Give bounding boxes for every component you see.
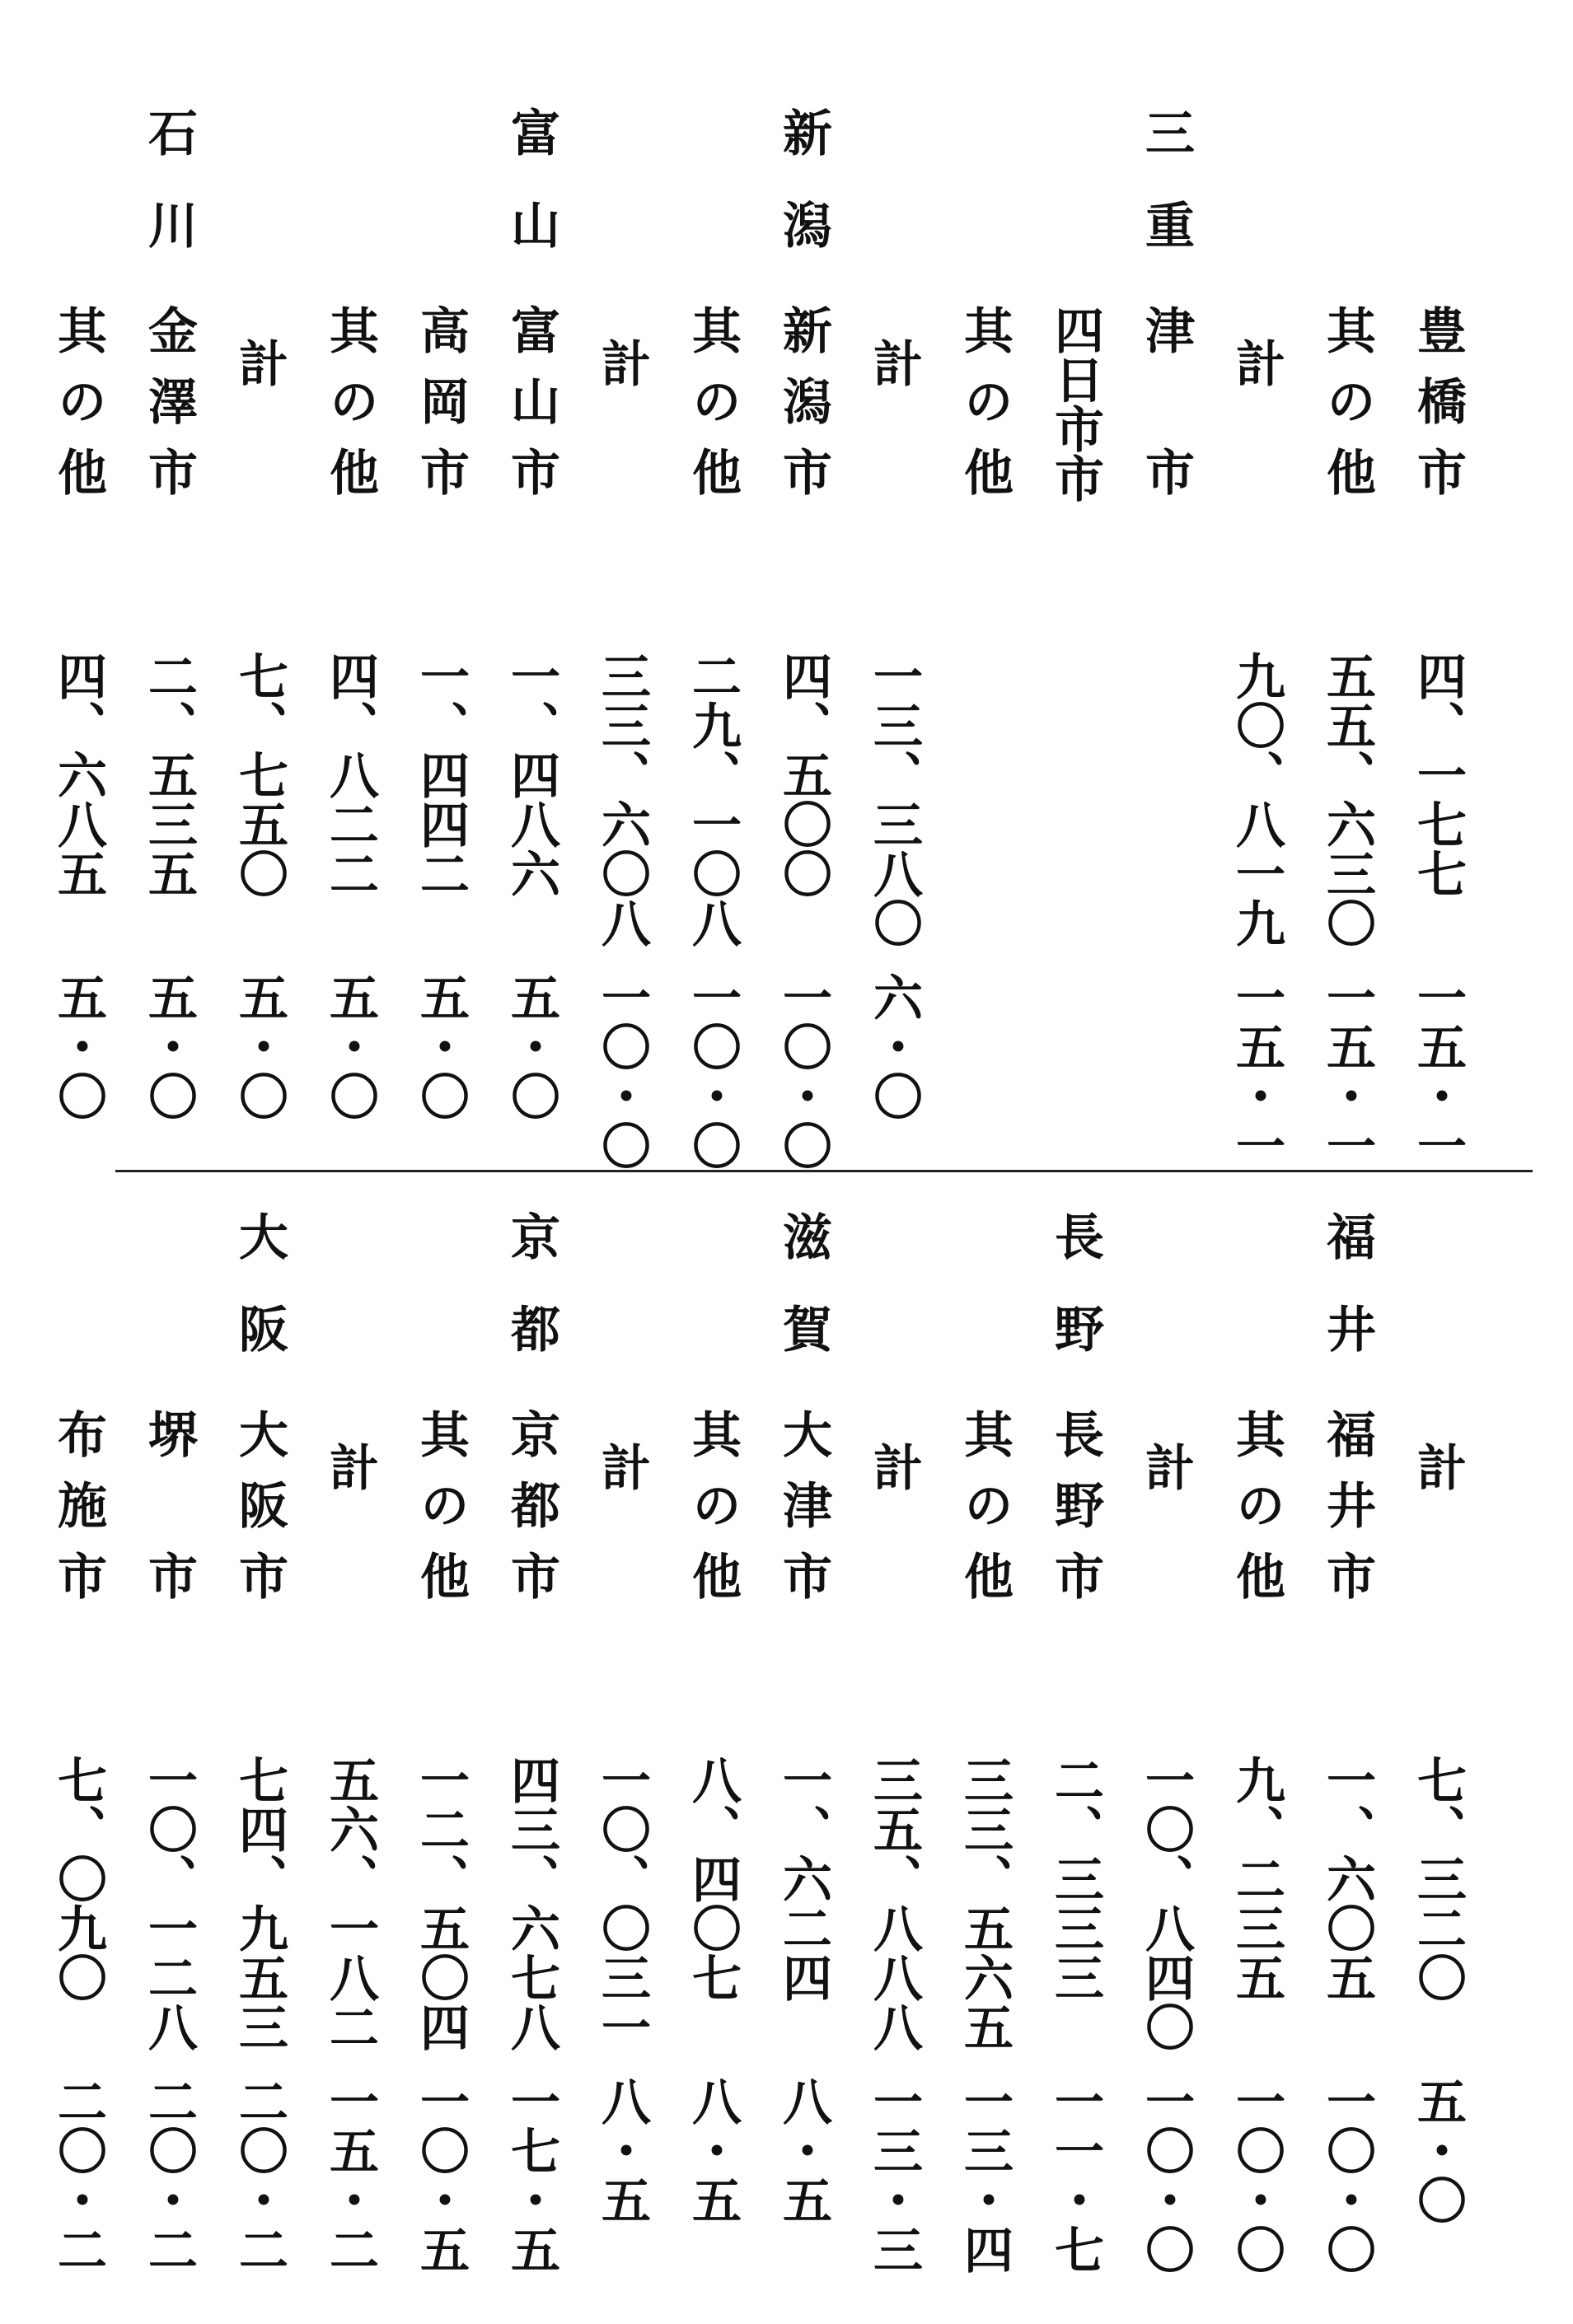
rate-value: 一五・一: [1318, 972, 1376, 1170]
table-row: [948, 1211, 1022, 2274]
city-label: 其の他: [321, 305, 379, 517]
city-label: 布施市: [49, 1409, 107, 1621]
city-label: 堺 市: [140, 1409, 198, 1621]
city-label: 富山市: [503, 305, 560, 517]
city-label: 豊橋市: [1409, 305, 1467, 517]
table-row: [41, 107, 115, 1137]
table-row: [1220, 107, 1294, 1170]
table-row: [1310, 107, 1384, 1170]
total-label: 計: [321, 1442, 379, 1513]
rate-value: 五・〇: [49, 972, 107, 1120]
table-row: [585, 107, 659, 1170]
table-row: [585, 1211, 659, 2241]
prefecture-label: 福井: [1318, 1211, 1376, 1396]
count-value: 七、七五〇: [231, 651, 288, 898]
rate-value: 一七・五: [503, 2076, 560, 2274]
table-row: [1038, 1211, 1112, 2274]
rate-value: 一〇・〇: [775, 972, 832, 1170]
count-value: 一二、五〇四: [412, 1755, 470, 2051]
rate-value: 一〇・〇: [593, 972, 651, 1170]
total-label: 計: [593, 338, 651, 409]
table-row: [1401, 107, 1475, 1170]
prefecture-label: 京都: [503, 1211, 560, 1396]
city-label: 金澤市: [140, 305, 198, 517]
city-label: 津 市: [1137, 305, 1195, 517]
bottom-table: [49, 1211, 1549, 2274]
count-value: 一三、三八〇: [865, 651, 923, 947]
city-label: 長野市: [1046, 1409, 1104, 1621]
count-value: 四、五〇〇: [775, 651, 832, 898]
rate-value: 五・〇: [231, 972, 288, 1120]
city-label: 大津市: [775, 1409, 832, 1621]
city-label: 其の他: [49, 305, 107, 517]
city-label: 其の他: [684, 1409, 742, 1621]
prefecture-label: 富山: [503, 107, 560, 292]
prefecture-label: 滋賀: [775, 1211, 832, 1396]
section-divider: [115, 1170, 1533, 1172]
count-value: 二、三三三: [1046, 1755, 1104, 2002]
count-value: 二、五三五: [140, 651, 198, 898]
rate-value: 一〇・〇: [1137, 2076, 1195, 2274]
rate-value: 六・〇: [865, 972, 923, 1120]
table-row: [1129, 107, 1203, 1137]
count-value: 四三、六七八: [503, 1755, 560, 2051]
prefecture-label: 三重: [1137, 107, 1195, 292]
city-label: 其の他: [412, 1409, 470, 1621]
rate-value: 五・〇: [412, 972, 470, 1120]
rate-value: 二〇・二: [231, 2076, 288, 2274]
table-row: [1038, 107, 1112, 1137]
count-value: 三五、八八八: [865, 1755, 923, 2051]
rate-value: 一〇・〇: [684, 972, 742, 1170]
table-row: [494, 107, 569, 1137]
table-row: [404, 1211, 478, 2274]
total-label: 計: [865, 1442, 923, 1513]
top-table: [49, 107, 1549, 1170]
table-row: [404, 107, 478, 1137]
count-value: 一〇、八四〇: [1137, 1755, 1195, 2051]
table-row: [676, 107, 750, 1170]
table-row: [222, 1211, 297, 2274]
prefecture-label: 長野: [1046, 1211, 1104, 1396]
city-label: 京都市: [503, 1409, 560, 1621]
city-label: 四日市市: [1046, 305, 1104, 503]
count-value: 一〇、一二八: [140, 1755, 198, 2051]
count-value: 三三、五六五: [956, 1755, 1014, 2051]
count-value: 一、四四二: [412, 651, 470, 898]
count-value: 九、二三五: [1228, 1755, 1285, 2002]
table-row: [857, 107, 931, 1137]
rate-value: 五・〇: [1409, 2076, 1467, 2224]
count-value: 七四、九五三: [231, 1755, 288, 2051]
total-label: 計: [231, 338, 288, 409]
table-row: [222, 107, 297, 1137]
total-label: 計: [593, 1442, 651, 1513]
total-label: 計: [1137, 1442, 1195, 1513]
table-row: [494, 1211, 569, 2274]
count-value: 四、八二二: [321, 651, 379, 898]
total-label: 計: [1409, 1442, 1467, 1513]
table-row: [1310, 1211, 1384, 2274]
count-value: 一〇、〇三一: [593, 1755, 651, 2051]
count-value: 四、一七七: [1409, 651, 1467, 898]
prefecture-label: 石川: [140, 107, 198, 292]
city-label: 其の他: [956, 1409, 1014, 1621]
count-value: 七、〇九〇: [49, 1755, 107, 2002]
city-label: 福井市: [1318, 1409, 1376, 1621]
rate-value: 一〇・〇: [1318, 2076, 1376, 2274]
rate-value: 八・五: [775, 2076, 832, 2224]
count-value: 五六、一八二: [321, 1755, 379, 2051]
rate-value: 八・五: [593, 2076, 651, 2224]
table-row: [676, 1211, 750, 2241]
rate-value: 二〇・二: [140, 2076, 198, 2274]
city-label: 其の他: [1318, 305, 1376, 517]
prefecture-label: 新潟: [775, 107, 832, 292]
rate-value: 二〇・二: [49, 2076, 107, 2274]
count-value: 七、三二〇: [1409, 1755, 1467, 2002]
rate-value: 八・五: [684, 2076, 742, 2224]
rate-value: 一〇・〇: [1228, 2076, 1285, 2274]
table-row: [313, 1211, 387, 2274]
count-value: 一、六二四: [775, 1755, 832, 2002]
city-label: 其の他: [684, 305, 742, 517]
rate-value: 五・〇: [321, 972, 379, 1120]
total-label: 計: [1228, 338, 1285, 409]
count-value: 九〇、八一九: [1228, 651, 1285, 947]
table-row: [132, 107, 206, 1137]
city-label: 其の他: [1228, 1409, 1285, 1621]
city-label: 新潟市: [775, 305, 832, 517]
table-row: [948, 107, 1022, 1137]
rate-value: 一〇・五: [412, 2076, 470, 2274]
city-label: 其の他: [956, 305, 1014, 517]
rate-value: 一一・七: [1046, 2076, 1104, 2274]
table-row: [1401, 1211, 1475, 2241]
table-row: [766, 107, 840, 1170]
rate-value: 一五・一: [1228, 972, 1285, 1170]
rate-value: 一三・四: [956, 2076, 1014, 2274]
city-label: 高岡市: [412, 305, 470, 517]
prefecture-label: 大阪: [231, 1211, 288, 1396]
table-row: [1129, 1211, 1203, 2274]
table-row: [766, 1211, 840, 2241]
count-value: 二九、一〇八: [684, 651, 742, 947]
count-value: 四、六八五: [49, 651, 107, 898]
city-label: 大阪市: [231, 1409, 288, 1621]
table-row: [41, 1211, 115, 2274]
rate-value: 五・〇: [503, 972, 560, 1120]
table-row: [857, 1211, 931, 2274]
count-value: 一、四八六: [503, 651, 560, 898]
table-row: [313, 107, 387, 1137]
total-label: 計: [865, 338, 923, 409]
rate-value: 一三・三: [865, 2076, 923, 2274]
count-value: 五五、六三〇: [1318, 651, 1376, 947]
rate-value: 一五・二: [321, 2076, 379, 2274]
count-value: 三三、六〇八: [593, 651, 651, 947]
table-row: [1220, 1211, 1294, 2274]
count-value: 八、四〇七: [684, 1755, 742, 2002]
rate-value: 五・〇: [140, 972, 198, 1120]
rate-value: 一五・一: [1409, 972, 1467, 1170]
count-value: 一、六〇五: [1318, 1755, 1376, 2002]
table-row: [132, 1211, 206, 2274]
